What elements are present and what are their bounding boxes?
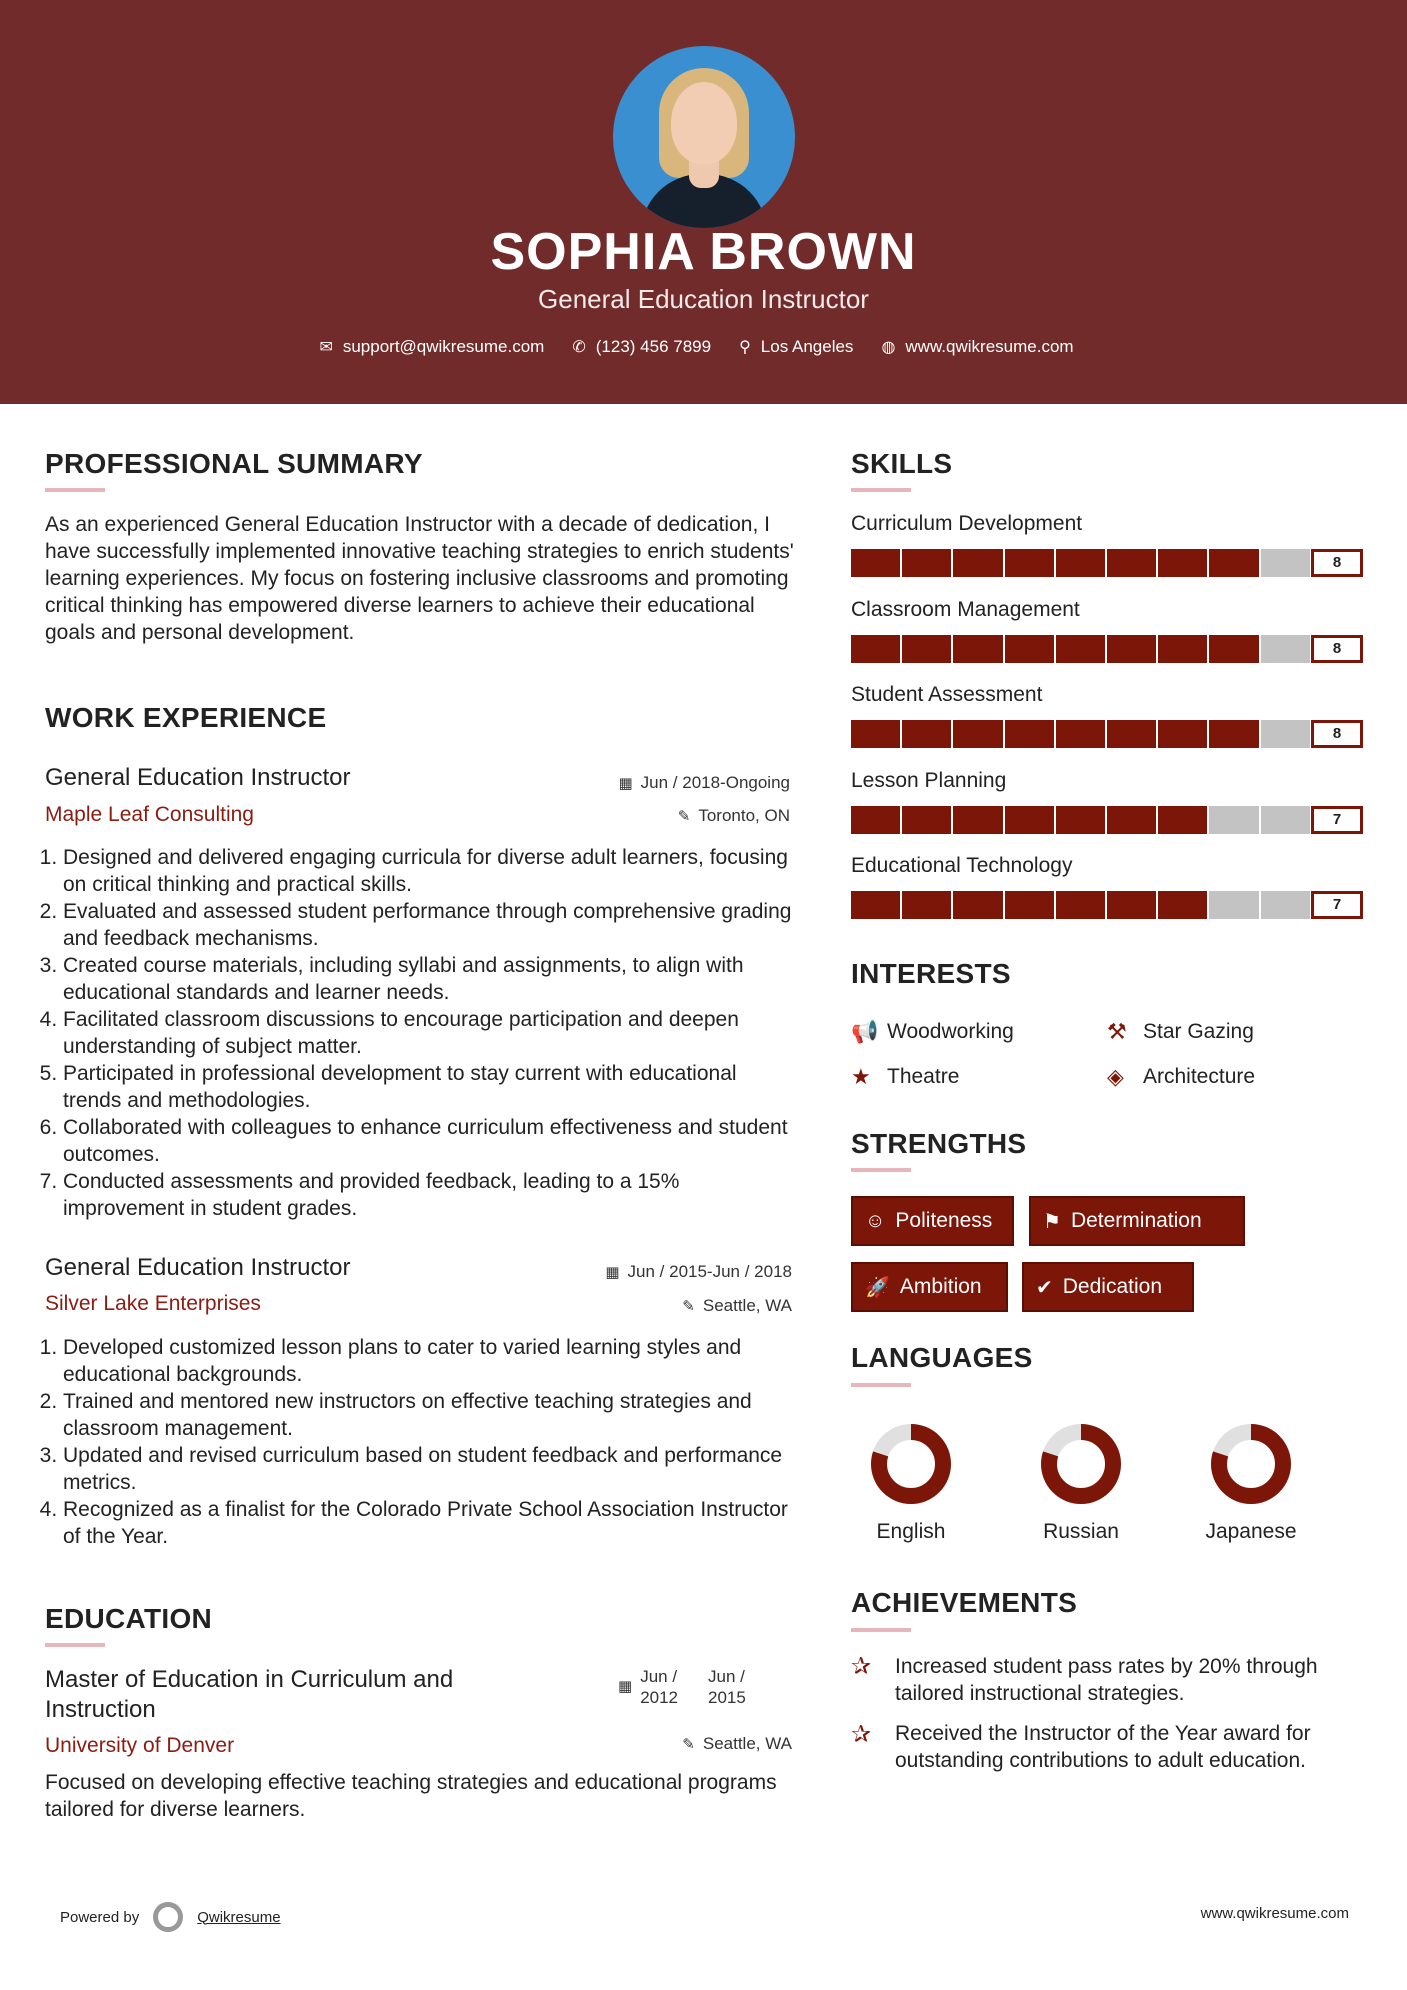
degree-title: Master of Education in Curriculum and Instruction <box>45 1666 454 1723</box>
flag-icon: ⚑ <box>1043 1210 1061 1233</box>
rocket-icon: 🚀 <box>865 1276 890 1299</box>
language-label: English <box>876 1520 946 1543</box>
job-1-title: General Education Instructor <box>45 764 351 791</box>
skill-label: Student Assessment <box>851 683 1043 706</box>
strength-dedication: ✔ Dedication <box>1022 1262 1194 1312</box>
achievement-1: Increased student pass rates by 20% through tailored instructional strategies. <box>895 1655 1318 1705</box>
summary-text: As an experienced General Education Instructor with a decade of dedication, I have successfully implemented innovative teaching strategies to enrich students' learning experiences. My focus on fostering inclusive classrooms and promoting critical thinking has empowered diverse learners to achieve their educational goals and personal development. <box>45 513 794 644</box>
contact-email[interactable]: support@qwikresume.com <box>342 337 545 356</box>
strength-determination: ⚑ Determination <box>1029 1196 1245 1246</box>
job-1-duties <box>37 844 797 1222</box>
skill-bar-segment <box>953 891 1002 919</box>
candidate-name: SOPHIA BROWN <box>490 223 917 281</box>
trophy-star-icon: ✰ <box>851 1653 872 1680</box>
summary-underline <box>45 488 105 492</box>
list-item: 2. Trained and mentored new instructors on effective teaching strategies and classroom management. <box>63 1388 797 1442</box>
megaphone-icon: 📢 <box>851 1019 879 1044</box>
globe-icon: ◍ <box>881 339 896 356</box>
gavel-icon: ⚒ <box>1107 1019 1127 1044</box>
skill-bar-segment <box>1056 891 1105 919</box>
skill-level-value: 8 <box>1311 720 1363 748</box>
footer-powered-by: Powered by Qwikresume <box>60 1902 281 1932</box>
skill-bar-segment <box>1005 720 1054 748</box>
contact-phone[interactable]: (123) 456 7899 <box>595 337 712 356</box>
contact-location: Los Angeles <box>760 337 854 356</box>
list-item: 1. Developed customized lesson plans to cater to varied learning styles and educational backgrounds. <box>63 1334 797 1388</box>
skill-bar-segment <box>1209 549 1258 577</box>
list-item: 3. Updated and revised curriculum based on student feedback and performance metrics. <box>63 1442 797 1496</box>
interests-heading: INTERESTS <box>851 958 1011 989</box>
skill-label: Classroom Management <box>851 597 1080 621</box>
interest-architecture: ◈ Architecture <box>1107 1064 1256 1089</box>
skill-bar-segment <box>1005 891 1054 919</box>
job-2-title: General Education Instructor <box>45 1254 351 1281</box>
skill-bar <box>851 549 1363 577</box>
ticket-icon: ◈ <box>1107 1064 1124 1089</box>
interest-theatre: ★ Theatre <box>851 1064 960 1089</box>
skill-bar-segment <box>851 549 900 577</box>
language-label: Russian <box>1043 1520 1119 1543</box>
pin-icon: ✎ <box>677 808 691 825</box>
education-description: Focused on developing effective teaching strategies and educational programs tailored for diverse learners. <box>45 1771 777 1821</box>
qwikresume-logo-icon <box>153 1902 183 1932</box>
contact-bar <box>0 337 1407 357</box>
skill-bar-segment <box>1056 635 1105 663</box>
skill-level-value: 7 <box>1311 806 1363 834</box>
phone-icon: ✆ <box>572 339 586 356</box>
skill-bar-segment <box>1056 549 1105 577</box>
skill-bar-segment <box>851 806 900 834</box>
skill-bar-segment <box>851 891 900 919</box>
list-item: 2. Evaluated and assessed student performance through comprehensive grading and feedback mechanisms. <box>63 898 797 952</box>
skill-bar-segment <box>902 720 951 748</box>
skill-bar-segment <box>1261 720 1310 748</box>
job-2-location: ✎ Seattle, WA <box>682 1296 792 1315</box>
interest-woodworking: 📢 Woodworking <box>851 1019 1014 1044</box>
skill-bar-segment <box>1005 635 1054 663</box>
calendar-icon: ▦ <box>605 1264 620 1281</box>
footer-website[interactable]: www.qwikresume.com <box>1200 1905 1349 1922</box>
language-label: Japanese <box>1205 1520 1297 1543</box>
profile-photo <box>613 46 795 228</box>
languages-underline <box>851 1383 911 1387</box>
skill-label: Educational Technology <box>851 854 1073 877</box>
skill-bar-segment <box>851 720 900 748</box>
skills-underline <box>851 488 911 492</box>
education-underline <box>45 1643 105 1647</box>
list-item: 4. Facilitated classroom discussions to encourage participation and deepen understanding of subject matter. <box>63 1006 797 1060</box>
language-donut <box>1037 1420 1125 1508</box>
footer-brand-link[interactable]: Qwikresume <box>197 1908 281 1926</box>
list-item: 5. Participated in professional development to stay current with educational trends and methodologies. <box>63 1060 797 1114</box>
skill-bar-segment <box>1107 635 1156 663</box>
skill-bar-segment <box>902 806 951 834</box>
list-item: 6. Collaborated with colleagues to enhance curriculum effectiveness and student outcomes. <box>63 1114 797 1168</box>
skill-bar <box>851 891 1363 919</box>
education-location: ✎ Seattle, WA <box>682 1734 792 1753</box>
skill-bar-segment <box>1209 806 1258 834</box>
skill-bar-segment <box>1158 549 1207 577</box>
achievement-2: Received the Instructor of the Year award for outstanding contributions to adult education. <box>895 1722 1311 1772</box>
trophy-star-icon: ✰ <box>851 1721 872 1748</box>
skill-label: Curriculum Development <box>851 512 1083 535</box>
education-dates: ▦ Jun / 2012 Jun / 2015 <box>618 1667 746 1707</box>
skill-label: Lesson Planning <box>851 768 1007 792</box>
pin-icon: ✎ <box>682 1736 695 1753</box>
contact-website[interactable]: www.qwikresume.com <box>905 337 1074 356</box>
map-pin-icon: ⚲ <box>739 339 751 356</box>
skill-bar-segment <box>1261 635 1310 663</box>
languages-heading: LANGUAGES <box>851 1342 1033 1373</box>
experience-heading: WORK EXPERIENCE <box>45 702 327 733</box>
strengths-underline <box>851 1168 911 1172</box>
skills-heading: SKILLS <box>851 448 953 479</box>
smile-icon: ☺ <box>865 1209 886 1232</box>
calendar-icon: ▦ <box>618 1678 633 1695</box>
list-item: 4. Recognized as a finalist for the Colorado Private School Association Instructor of the Year. <box>63 1496 797 1550</box>
calendar-icon: ▦ <box>618 775 633 792</box>
skill-bar-segment <box>1261 549 1310 577</box>
candidate-title: General Education Instructor <box>538 284 869 314</box>
skill-bar-segment <box>953 549 1002 577</box>
summary-heading: PROFESSIONAL SUMMARY <box>45 448 423 479</box>
strength-politeness: ☺ Politeness <box>851 1196 1014 1246</box>
list-item: 1. Designed and delivered engaging curricula for diverse adult learners, focusing on critical thinking and practical skills. <box>63 844 797 898</box>
skill-bar-segment <box>1209 720 1258 748</box>
skill-bar-segment <box>851 635 900 663</box>
resume-header <box>0 0 1407 404</box>
skill-bar-segment <box>1209 635 1258 663</box>
skill-level-value: 8 <box>1311 635 1363 663</box>
skill-bar-segment <box>1107 720 1156 748</box>
job-2-company: Silver Lake Enterprises <box>45 1292 261 1315</box>
language-donut <box>867 1420 955 1508</box>
job-1-location: ✎ Toronto, ON <box>677 806 790 825</box>
skill-bar-segment <box>953 806 1002 834</box>
job-1-dates: ▦ Jun / 2018-Ongoing <box>618 773 790 792</box>
strength-ambition: 🚀 Ambition <box>851 1262 1008 1312</box>
strengths-heading: STRENGTHS <box>851 1128 1027 1159</box>
skill-bar-segment <box>1056 806 1105 834</box>
skill-bar-segment <box>1107 806 1156 834</box>
skill-bar-segment <box>1158 720 1207 748</box>
skill-bar-segment <box>1107 549 1156 577</box>
skill-bar-segment <box>1158 635 1207 663</box>
skill-level-value: 8 <box>1311 549 1363 577</box>
skill-bar-segment <box>1261 806 1310 834</box>
pin-icon: ✎ <box>682 1298 695 1315</box>
skill-level-value: 7 <box>1311 891 1363 919</box>
skill-bar-segment <box>902 549 951 577</box>
skill-bar <box>851 720 1363 748</box>
skill-bar-segment <box>953 720 1002 748</box>
skill-bar-segment <box>1261 891 1310 919</box>
job-2-duties <box>37 1334 797 1550</box>
language-donut <box>1207 1420 1295 1508</box>
achievements-heading: ACHIEVEMENTS <box>851 1587 1078 1618</box>
skill-bar-segment <box>1107 891 1156 919</box>
skill-bar-segment <box>1005 549 1054 577</box>
skill-bar-segment <box>1209 891 1258 919</box>
school-name: University of Denver <box>45 1734 235 1757</box>
skill-bar <box>851 635 1363 663</box>
skill-bar-segment <box>1158 891 1207 919</box>
envelope-icon: ✉ <box>319 339 333 356</box>
list-item: 7. Conducted assessments and provided feedback, leading to a 15% improvement in student grades. <box>63 1168 797 1222</box>
job-1-company: Maple Leaf Consulting <box>45 803 254 826</box>
achievements-underline <box>851 1628 911 1632</box>
interest-star-gazing: ⚒ Star Gazing <box>1107 1019 1254 1044</box>
skill-bar-segment <box>953 635 1002 663</box>
skill-bar <box>851 806 1363 834</box>
skill-bar-segment <box>902 635 951 663</box>
job-2-dates: ▦ Jun / 2015-Jun / 2018 <box>605 1262 792 1281</box>
skill-bar-segment <box>1056 720 1105 748</box>
skill-bar-segment <box>1158 806 1207 834</box>
list-item: 3. Created course materials, including syllabi and assignments, to align with educational standards and learner needs. <box>63 952 797 1006</box>
skill-bar-segment <box>1005 806 1054 834</box>
check-circle-icon: ✔ <box>1036 1276 1053 1299</box>
education-heading: EDUCATION <box>45 1603 213 1634</box>
skill-bar-segment <box>902 891 951 919</box>
star-icon: ★ <box>851 1064 871 1089</box>
